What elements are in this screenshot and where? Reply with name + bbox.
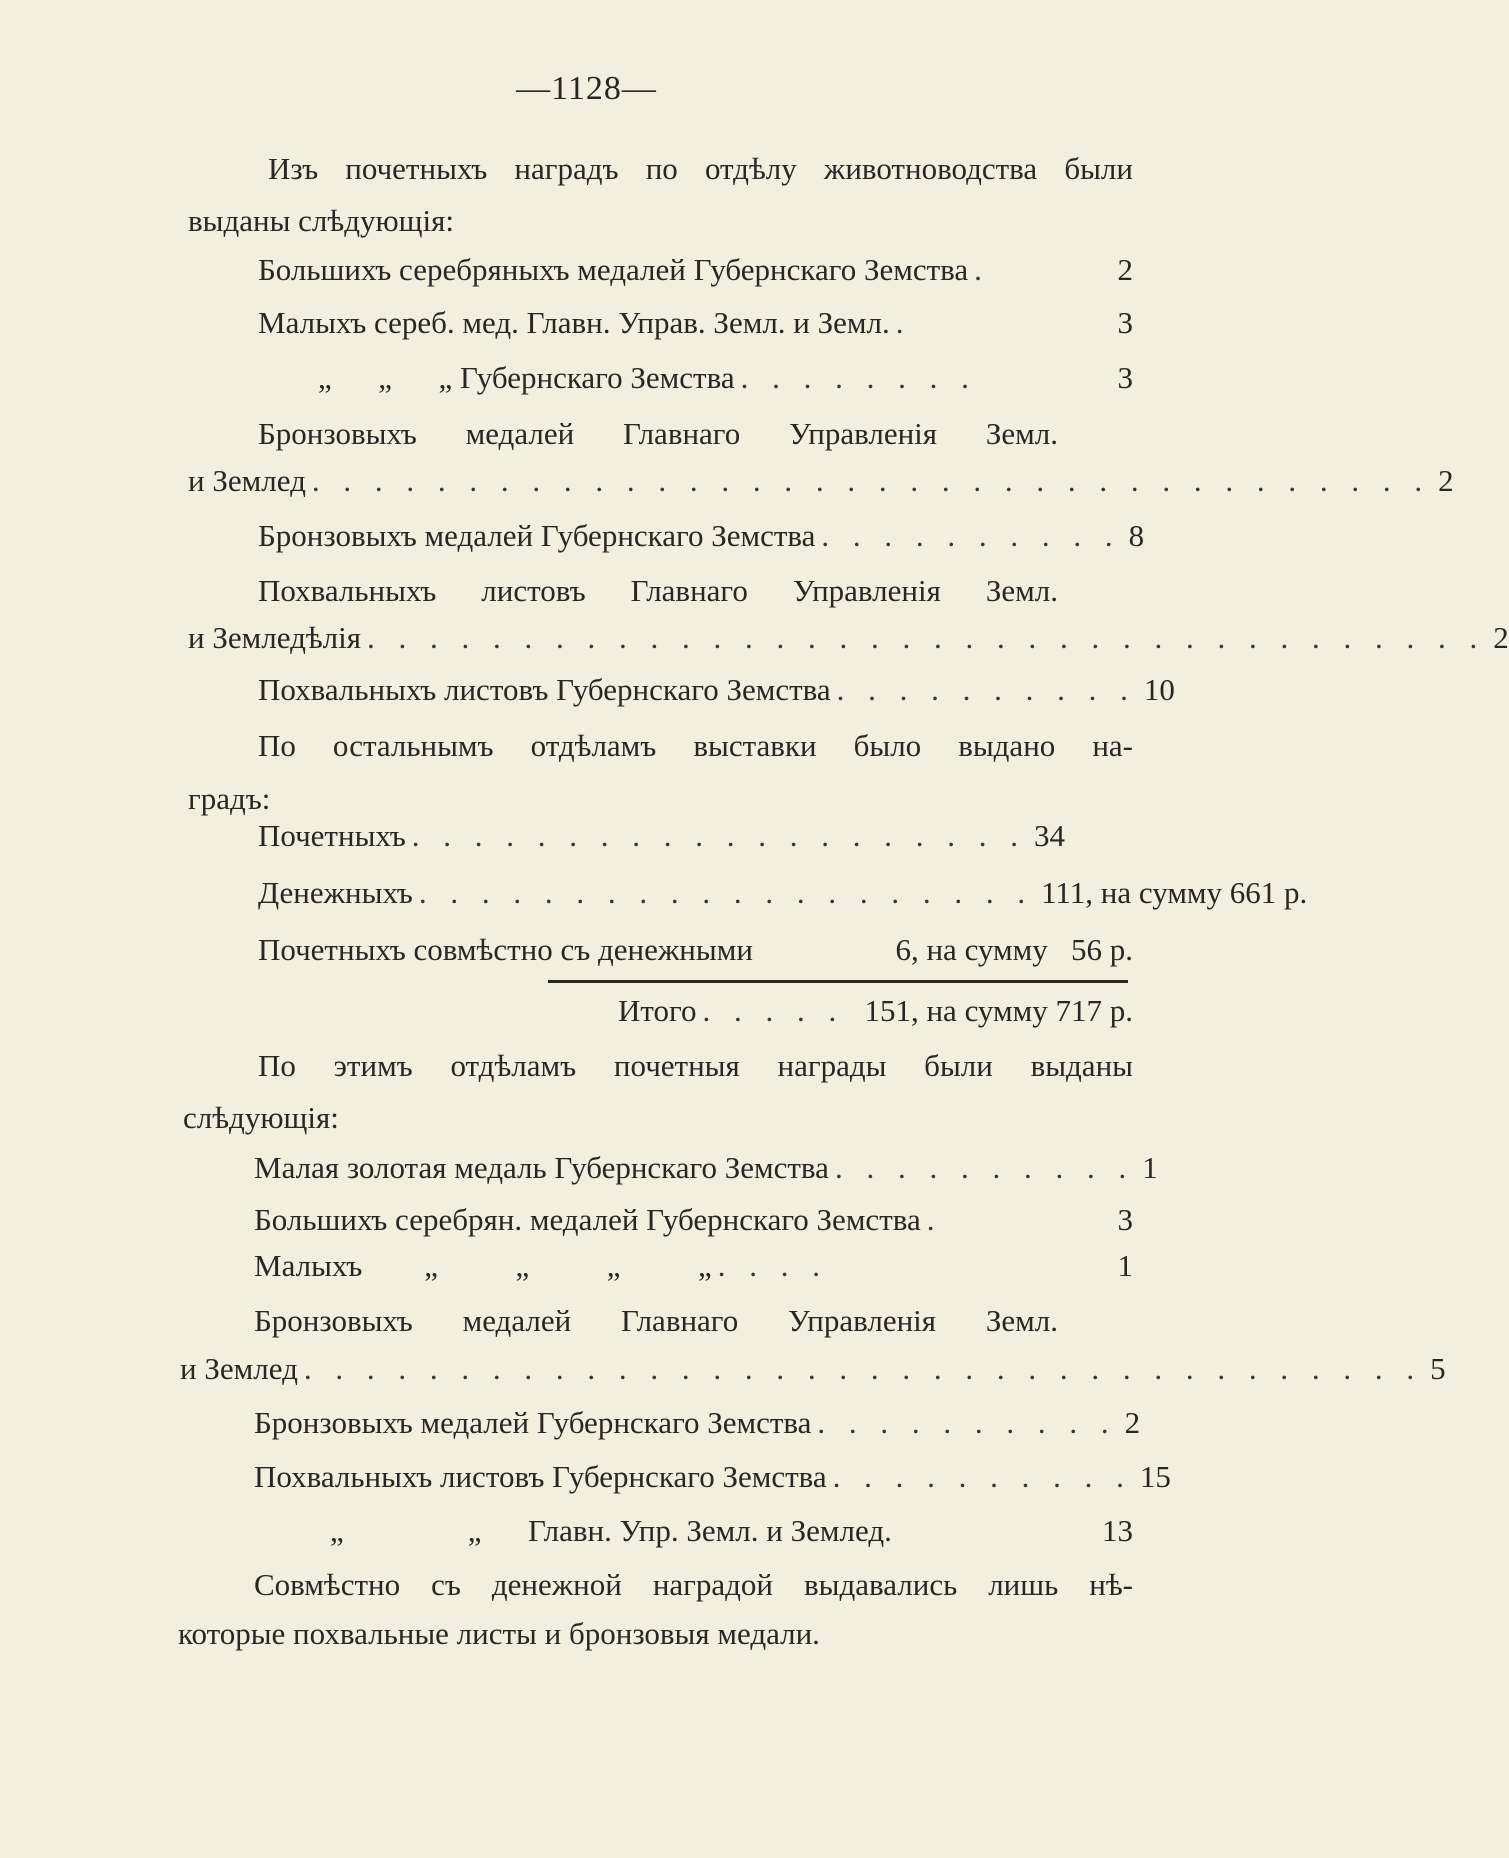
leader-dots: . . . . . . . . . . . . . . . . . . . . (418, 875, 1034, 910)
leader-dots: . . . . . . . . (740, 360, 977, 395)
closing-line-1: Совмѣстно съ денежной наградой выдавались лишь нѣ- (254, 1567, 1133, 1602)
award-count: 111, на сумму 661 р. (1041, 875, 1308, 910)
award-count: 3 (1117, 360, 1133, 395)
award-label: Денежныхъ (258, 875, 413, 910)
award-label: Почетныхъ (258, 818, 406, 853)
award-label-line-1: Бронзовыхъ медалей Главнаго Управленія Земл. (258, 416, 1058, 451)
award-label: „ „ „ Губернскаго Земства (318, 360, 735, 395)
total-value: 151, на сумму 717 р. (864, 993, 1133, 1028)
leader-dots: . . . . . . . . . . . . . . . . . . . . . . . . . . . . . . . . . . . . (367, 620, 1486, 655)
list-item (254, 1247, 1133, 1285)
list-item (188, 619, 1509, 657)
award-count: 2 (1117, 252, 1133, 287)
award-count: 1 (1142, 1150, 1158, 1185)
award-label-line-1: Похвальныхъ листовъ Главнаго Управленія Земл. (258, 573, 1058, 608)
award-count: 2 (1493, 620, 1509, 655)
award-label: Почетныхъ совмѣстно съ денежными (258, 932, 753, 967)
intro-line-1: Изъ почетныхъ наградъ по отдѣлу животноводства были (268, 151, 1133, 186)
list-item (258, 304, 1133, 342)
award-count: 3 (1117, 305, 1133, 340)
award-count: 1 (1117, 1248, 1133, 1283)
award-label: Бронзовыхъ медалей Губернскаго Земства (258, 518, 816, 553)
intro-line-2: выданы слѣдующія: (188, 203, 455, 238)
leader-dots: . (895, 305, 912, 340)
award-label: Малыхъ „ „ „ „ (254, 1248, 712, 1283)
list-item (254, 1149, 1158, 1187)
award-count: 3 (1117, 1202, 1133, 1237)
award-count: 6, на сумму 56 р. (895, 932, 1133, 967)
leader-dots: . (974, 252, 990, 287)
leader-dots: . . . . . . . . . . . . . . . . . . . . (411, 818, 1026, 853)
award-label: „ „ Главн. Упр. Земл. и Землед. (330, 1513, 892, 1548)
list-item (258, 517, 1145, 555)
award-count: 10 (1143, 672, 1175, 707)
award-count: 2 (1124, 1405, 1141, 1440)
award-count: 2 (1438, 463, 1454, 498)
total-rule (548, 980, 1128, 983)
honor-intro-line-2: слѣдующія: (183, 1100, 339, 1135)
leader-dots: . . . . . . . . . . (821, 518, 1121, 553)
list-item (180, 1350, 1446, 1388)
award-label: Большихъ серебряныхъ медалей Губернскаго Земства (258, 252, 969, 287)
list-item (254, 1201, 1133, 1239)
award-count: 15 (1139, 1459, 1171, 1494)
page-number: —1128— (516, 70, 657, 107)
list-item (330, 1512, 1133, 1550)
other-intro-line-2: градъ: (188, 781, 271, 816)
leader-dots: . . . . . . . . . . (834, 1150, 1135, 1185)
total-row (618, 992, 1133, 1030)
leader-dots: . . . . . . . . . . (817, 1405, 1117, 1440)
list-item (254, 1404, 1141, 1442)
leader-dots: . . . . . (702, 993, 845, 1028)
leader-dots: . . . . (717, 1248, 829, 1283)
leader-dots: . . . . . . . . . . (832, 1459, 1132, 1494)
award-count: 5 (1430, 1351, 1446, 1386)
leader-dots: . . . . . . . . . . . . . . . . . . . . . . . . . . . . . . . . . . . . (311, 463, 1431, 498)
leader-dots: . . . . . . . . . . . . . . . . . . . . . . . . . . . . . . . . . . . . (303, 1351, 1423, 1386)
list-item (318, 359, 1133, 397)
award-label: Малая золотая медаль Губернскаго Земства (254, 1150, 829, 1185)
award-label: и Землед (188, 463, 306, 498)
award-count: 34 (1034, 818, 1065, 853)
award-label: Похвальныхъ листовъ Губернскаго Земства (254, 1459, 827, 1494)
award-label-line-1: Бронзовыхъ медалей Главнаго Управленія Земл. (254, 1303, 1058, 1338)
award-label: Похвальныхъ листовъ Губернскаго Земства (258, 672, 831, 707)
other-intro-line-1: По остальнымъ отдѣламъ выставки было выдано на- (258, 728, 1133, 763)
list-item (254, 1458, 1171, 1496)
award-label: и Землед (180, 1351, 298, 1386)
list-item (188, 462, 1454, 500)
award-label: Большихъ серебрян. медалей Губернскаго Земства (254, 1202, 921, 1237)
list-item (258, 931, 1133, 969)
list-item (258, 817, 1065, 855)
leader-dots: . . . . . . . . . . (836, 672, 1136, 707)
award-count: 8 (1128, 518, 1145, 553)
award-label: Бронзовыхъ медалей Губернскаго Земства (254, 1405, 812, 1440)
leader-dots: . (926, 1202, 943, 1237)
closing-line-2: которые похвальные листы и бронзовыя медали. (178, 1616, 820, 1651)
list-item (258, 671, 1175, 709)
award-label: и Земледѣлія (188, 620, 362, 655)
award-label: Малыхъ сереб. мед. Главн. Управ. Земл. и Земл. (258, 305, 890, 340)
honor-intro-line-1: По этимъ отдѣламъ почетныя награды были выданы (258, 1048, 1133, 1083)
list-item (258, 251, 1133, 289)
list-item (258, 874, 1308, 912)
award-count: 13 (1102, 1513, 1133, 1548)
total-label: Итого (618, 993, 697, 1028)
